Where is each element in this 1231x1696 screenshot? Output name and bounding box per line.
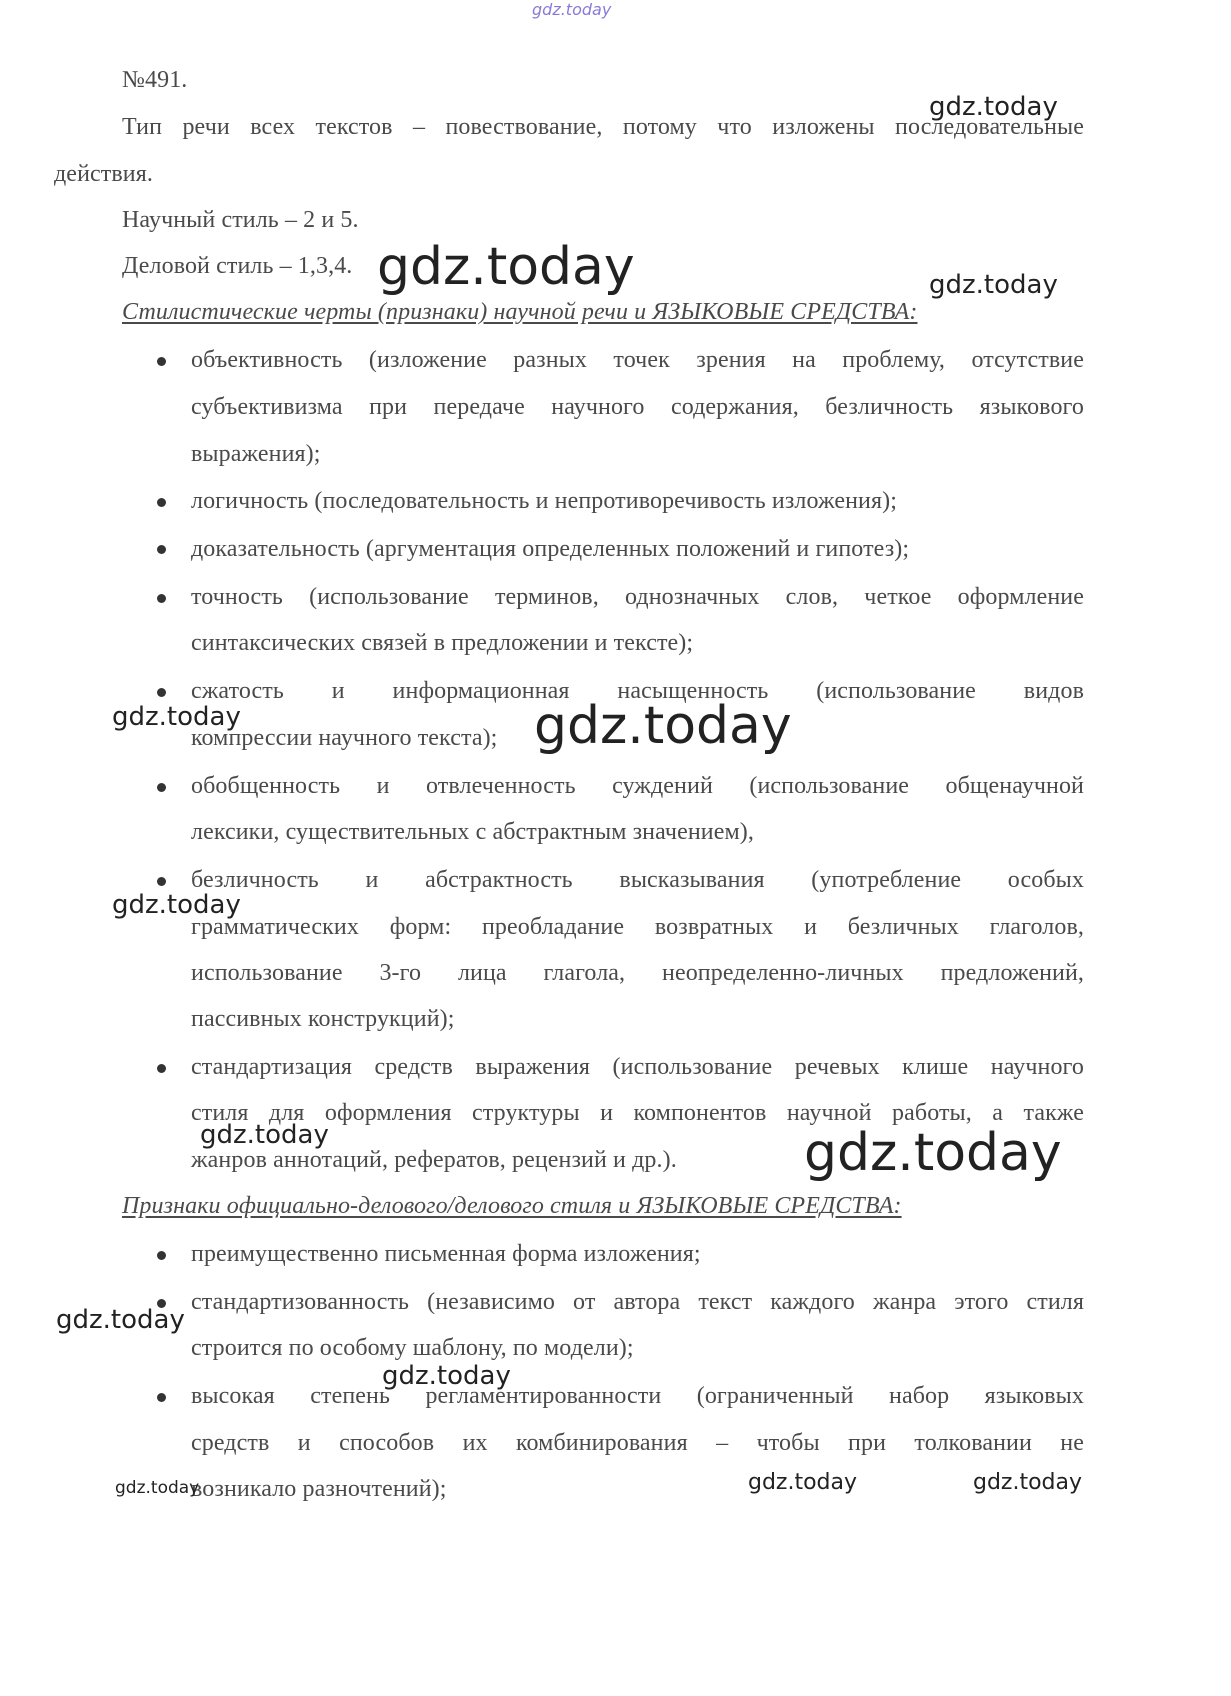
watermark: gdz.today [112,702,241,732]
bullet-marker [157,877,166,886]
watermark: gdz.today [534,696,792,756]
list-item-line: выражения); [191,441,321,467]
list-item-line: стандартизованность (независимо от автора текст каждого жанра этого стиля [191,1289,1084,1315]
watermark: gdz.today [200,1120,329,1150]
list-item-line: преимущественно письменная форма изложения; [191,1241,701,1267]
watermark: gdz.today [377,237,635,297]
list-item-line: синтаксических связей в предложении и тексте); [191,630,694,656]
watermark: gdz.today [748,1470,858,1495]
list-item-line: стандартизация средств выражения (использование речевых клише научного [191,1054,1084,1080]
bullet-marker [157,688,166,697]
list-item-line: компрессии научного текста); [191,725,498,751]
list-item-line: стиля для оформления структуры и компонентов научной работы, а также [191,1100,1084,1126]
list-item-line: объективность (изложение разных точек зрения на проблему, отсутствие [191,347,1084,373]
bullet-marker [157,783,166,792]
list-item-line: сжатость и информационная насыщенность (использование видов [191,678,1084,704]
list-item-line: субъективизма при передаче научного содержания, безличность языкового [191,394,1084,420]
bullet-marker [157,1064,166,1073]
bullet-marker [157,498,166,507]
list-item-line: возникало разночтений); [191,1476,447,1502]
list-item-line: использование 3-го лица глагола, неопределенно-личных предложений, [191,960,1084,986]
bullet-marker [157,1393,166,1402]
watermark: gdz.today [112,890,241,920]
list-item-line: логичность (последовательность и непротиворечивость изложения); [191,488,898,514]
top-watermark: gdz.today [532,0,612,19]
watermark: gdz.today [804,1123,1062,1183]
list-item-line: безличность и абстрактность высказывания (употребление особых [191,867,1084,893]
paragraph-line: действия. [54,161,153,187]
list-item-line: доказательность (аргументация определенных положений и гипотез); [191,536,910,562]
list-item-line: лексики, существительных с абстрактным значением), [191,819,754,845]
watermark: gdz.today [973,1470,1083,1495]
list-item-line: пассивных конструкций); [191,1006,455,1032]
watermark: gdz.today [115,1478,200,1498]
task-number: №491. [122,67,188,93]
paragraph-line: Научный стиль – 2 и 5. [122,207,359,233]
bullet-marker [157,594,166,603]
watermark: gdz.today [929,92,1058,122]
paragraph-line: Тип речи всех текстов – повествование, потому что изложены последовательные [122,114,1084,140]
section-heading-scientific: Стилистические черты (признаки) научной речи и ЯЗЫКОВЫЕ СРЕДСТВА: [122,299,918,325]
list-item-line: жанров аннотаций, рефератов, рецензий и др.). [191,1147,677,1173]
watermark: gdz.today [56,1305,185,1335]
list-item-line: строится по особому шаблону, по модели); [191,1335,634,1361]
list-item-line: обобщенность и отвлеченность суждений (использование общенаучной [191,773,1084,799]
bullet-marker [157,357,166,366]
bullet-marker [157,1251,166,1260]
bullet-marker [157,545,166,554]
watermark: gdz.today [382,1361,511,1391]
list-item-line: точность (использование терминов, однозначных слов, четкое оформление [191,584,1084,610]
list-item-line: грамматических форм: преобладание возвратных и безличных глаголов, [191,914,1084,940]
paragraph-line: Деловой стиль – 1,3,4. [122,253,353,279]
watermark: gdz.today [929,270,1058,300]
list-item-line: высокая степень регламентированности (ограниченный набор языковых [191,1383,1084,1409]
section-heading-business: Признаки официально-делового/делового стиля и ЯЗЫКОВЫЕ СРЕДСТВА: [122,1193,902,1219]
list-item-line: средств и способов их комбинирования – чтобы при толковании не [191,1430,1084,1456]
